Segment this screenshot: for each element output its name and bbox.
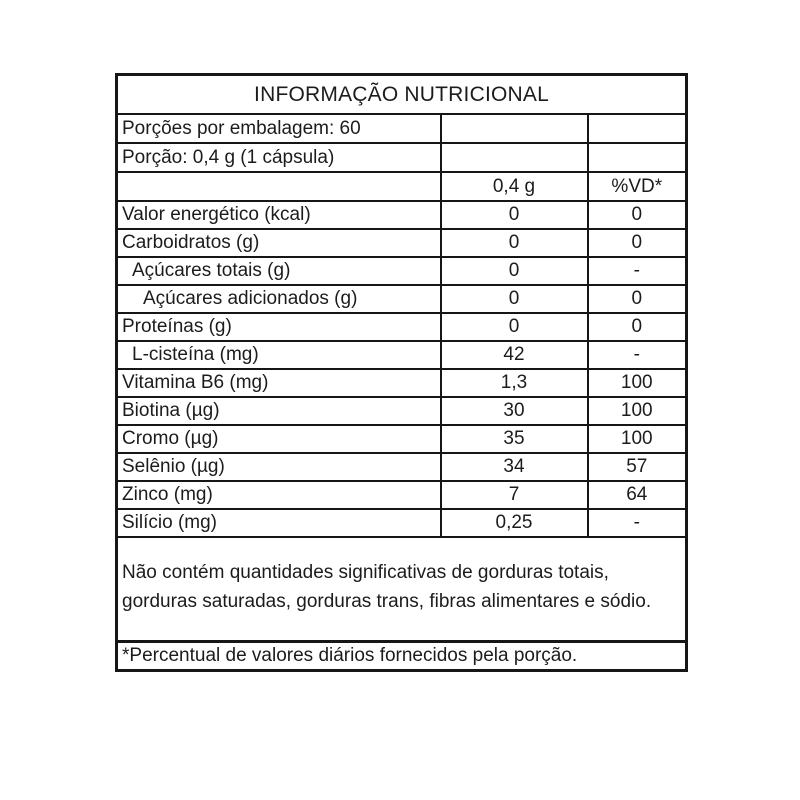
- amount-value: 1,3: [441, 369, 588, 397]
- amount-column-header: 0,4 g: [441, 172, 588, 201]
- amount-value: 0: [441, 313, 588, 341]
- nutrient-label: Vitamina B6 (mg): [117, 369, 441, 397]
- table-row: [117, 369, 687, 397]
- serving-size-row: [117, 143, 687, 172]
- amount-value: 0,25: [441, 509, 588, 537]
- footnote-row: [117, 642, 687, 671]
- table-row: [117, 341, 687, 369]
- amount-value: 0: [441, 201, 588, 229]
- table-row: [117, 481, 687, 509]
- nutrient-label: L-cisteína (mg): [117, 341, 441, 369]
- nutrient-label: Selênio (µg): [117, 453, 441, 481]
- dv-value: -: [588, 509, 687, 537]
- serving-size-text: Porção: 0,4 g (1 cápsula): [117, 143, 441, 172]
- dv-value: 64: [588, 481, 687, 509]
- amount-value: 30: [441, 397, 588, 425]
- note-text: Não contém quantidades significativas de gorduras totais, gorduras saturadas, gorduras trans, fibras alimentares e sódio.: [117, 537, 687, 642]
- table-row: [117, 425, 687, 453]
- table-row: [117, 509, 687, 537]
- dv-value: 0: [588, 229, 687, 257]
- amount-value: 34: [441, 453, 588, 481]
- dv-value: 0: [588, 313, 687, 341]
- table-row: [117, 201, 687, 229]
- dv-value: 100: [588, 369, 687, 397]
- nutrition-table: [115, 73, 688, 672]
- amount-value: 0: [441, 257, 588, 285]
- nutrient-label: Cromo (µg): [117, 425, 441, 453]
- amount-value: 42: [441, 341, 588, 369]
- nutrient-label: Biotina (µg): [117, 397, 441, 425]
- table-row: [117, 397, 687, 425]
- empty-cell: [588, 114, 687, 143]
- table-title: INFORMAÇÃO NUTRICIONAL: [117, 75, 687, 115]
- column-header-row: [117, 172, 687, 201]
- nutrient-label: Valor energético (kcal): [117, 201, 441, 229]
- dv-value: 0: [588, 285, 687, 313]
- nutrient-label: Carboidratos (g): [117, 229, 441, 257]
- dv-value: 100: [588, 397, 687, 425]
- note-row: [117, 537, 687, 642]
- table-row: [117, 229, 687, 257]
- empty-cell: [588, 143, 687, 172]
- nutrition-label: [115, 73, 685, 672]
- nutrient-label: Proteínas (g): [117, 313, 441, 341]
- nutrient-label: Silício (mg): [117, 509, 441, 537]
- nutrient-label: Açúcares totais (g): [117, 257, 441, 285]
- empty-cell: [117, 172, 441, 201]
- dv-column-header: %VD*: [588, 172, 687, 201]
- servings-row: [117, 114, 687, 143]
- servings-text: Porções por embalagem: 60: [117, 114, 441, 143]
- dv-value: 57: [588, 453, 687, 481]
- nutrient-label: Açúcares adicionados (g): [117, 285, 441, 313]
- table-row: [117, 453, 687, 481]
- nutrient-label: Zinco (mg): [117, 481, 441, 509]
- dv-value: -: [588, 257, 687, 285]
- table-row: [117, 257, 687, 285]
- dv-value: 0: [588, 201, 687, 229]
- amount-value: 0: [441, 285, 588, 313]
- dv-value: -: [588, 341, 687, 369]
- amount-value: 7: [441, 481, 588, 509]
- empty-cell: [441, 114, 588, 143]
- table-row: [117, 313, 687, 341]
- dv-value: 100: [588, 425, 687, 453]
- footnote-text: *Percentual de valores diários fornecidos pela porção.: [117, 642, 687, 671]
- amount-value: 0: [441, 229, 588, 257]
- empty-cell: [441, 143, 588, 172]
- table-row: [117, 285, 687, 313]
- amount-value: 35: [441, 425, 588, 453]
- title-row: [117, 75, 687, 115]
